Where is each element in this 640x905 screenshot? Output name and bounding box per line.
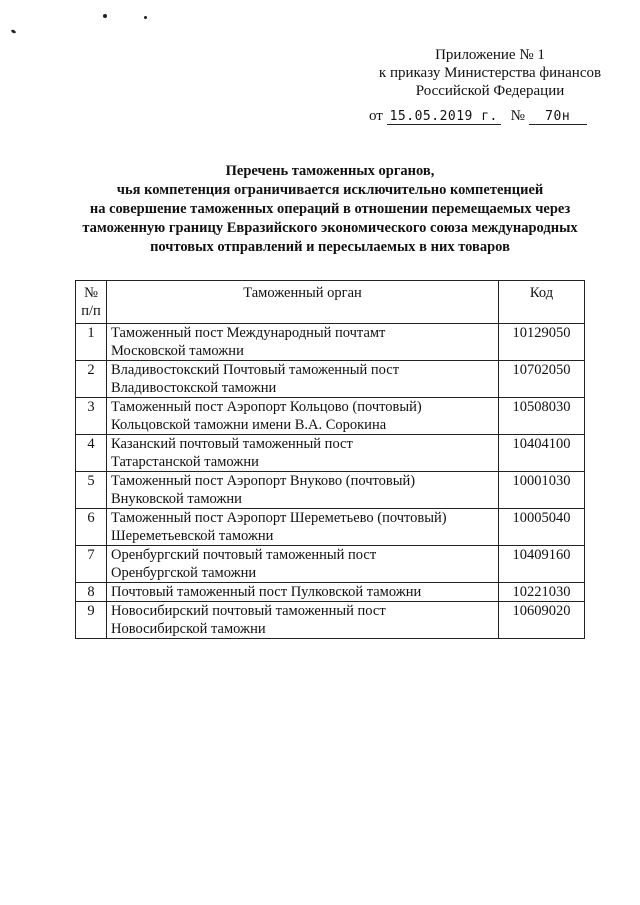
customs-body-line: Таможенный пост Аэропорт Шереметьево (почтовый)	[111, 510, 447, 526]
scan-speck	[11, 29, 17, 34]
customs-body-line: Внуковской таможни	[111, 491, 242, 507]
row-number: 7	[76, 546, 107, 583]
row-code: 10409160	[499, 546, 585, 583]
header-customs-body: Таможенный орган	[107, 281, 499, 324]
customs-body-line: Оренбургский почтовый таможенный пост	[111, 547, 377, 563]
row-code: 10005040	[499, 509, 585, 546]
title-line: Перечень таможенных органов,	[225, 163, 435, 179]
table-row	[76, 583, 585, 602]
customs-body-line: Новосибирский почтовый таможенный пост	[111, 603, 386, 619]
row-code: 10001030	[499, 472, 585, 509]
order-prefix: от	[369, 108, 383, 124]
title-line: на совершение таможенных операций в отношении перемещаемых через	[89, 201, 571, 217]
row-customs-body	[107, 435, 499, 472]
row-customs-body	[107, 361, 499, 398]
row-number: 2	[76, 361, 107, 398]
title-line: таможенную границу Евразийского экономического союза международных	[82, 220, 578, 236]
header-num-pp: п/п	[81, 303, 101, 319]
row-number: 3	[76, 398, 107, 435]
appendix-order-ref: к приказу Министерства финансов	[378, 65, 602, 81]
table-row	[76, 546, 585, 583]
customs-body-line: Владивостокской таможни	[111, 380, 277, 396]
row-number: 9	[76, 602, 107, 639]
order-number-sign: №	[510, 108, 525, 124]
appendix-header	[360, 46, 620, 100]
customs-body-line: Казанский почтовый таможенный пост	[111, 436, 353, 452]
customs-table	[75, 280, 585, 639]
scan-speck	[103, 14, 107, 18]
customs-body-line: Владивостокский Почтовый таможенный пост	[111, 362, 400, 378]
customs-body-line: Татарстанской таможни	[111, 454, 259, 470]
row-number: 4	[76, 435, 107, 472]
customs-body-line: Оренбургской таможни	[111, 565, 257, 581]
title-line: почтовых отправлений и пересылаемых в них товаров	[150, 239, 510, 255]
order-date-number	[369, 108, 609, 125]
header-code: Код	[499, 281, 585, 324]
table-header-row	[76, 281, 585, 324]
customs-body-line: Шереметьевской таможни	[111, 528, 274, 544]
customs-body-line: Московской таможни	[111, 343, 244, 359]
table-row	[76, 324, 585, 361]
title-line: чья компетенция ограничивается исключительно компетенцией	[116, 182, 544, 198]
row-code: 10129050	[499, 324, 585, 361]
row-customs-body	[107, 509, 499, 546]
row-customs-body	[107, 546, 499, 583]
table-row	[76, 435, 585, 472]
scan-speck	[144, 16, 147, 19]
header-num	[76, 281, 107, 324]
row-customs-body	[107, 583, 499, 602]
customs-body-line: Таможенный пост Аэропорт Кольцово (почтовый)	[111, 399, 422, 415]
row-customs-body	[107, 602, 499, 639]
row-customs-body	[107, 472, 499, 509]
row-customs-body	[107, 324, 499, 361]
row-customs-body	[107, 398, 499, 435]
header-num-sign: №	[84, 285, 98, 301]
row-code: 10609020	[499, 602, 585, 639]
customs-body-line: Новосибирской таможни	[111, 621, 266, 637]
order-number: 70н	[529, 110, 587, 125]
appendix-number: Приложение № 1	[435, 47, 545, 63]
row-number: 1	[76, 324, 107, 361]
row-number: 5	[76, 472, 107, 509]
customs-body-line: Кольцовской таможни имени В.А. Сорокина	[111, 417, 387, 433]
row-code: 10221030	[499, 583, 585, 602]
table-row	[76, 398, 585, 435]
document-title	[60, 162, 600, 257]
row-number: 6	[76, 509, 107, 546]
row-code: 10702050	[499, 361, 585, 398]
row-code: 10508030	[499, 398, 585, 435]
table-row	[76, 509, 585, 546]
customs-body-line: Таможенный пост Международный почтамт	[111, 325, 386, 341]
table-row	[76, 602, 585, 639]
row-number: 8	[76, 583, 107, 602]
table-row	[76, 361, 585, 398]
table-row	[76, 472, 585, 509]
customs-body-line: Таможенный пост Аэропорт Внуково (почтовый)	[111, 473, 416, 489]
row-code: 10404100	[499, 435, 585, 472]
appendix-ministry: Российской Федерации	[415, 83, 565, 99]
customs-body-line: Почтовый таможенный пост Пулковской таможни	[111, 584, 422, 600]
order-date: 15.05.2019 г.	[387, 110, 501, 125]
